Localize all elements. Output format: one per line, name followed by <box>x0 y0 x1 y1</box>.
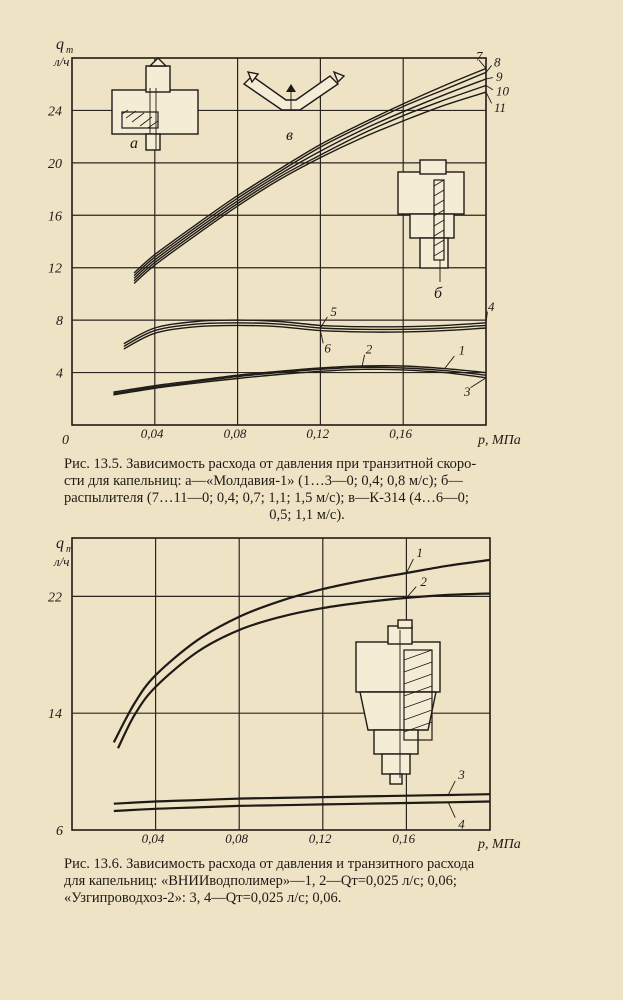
tick-labels <box>48 104 412 441</box>
y-axis-label-subscript: т <box>66 45 74 56</box>
x-tick-label: 0,12 <box>308 831 332 846</box>
series-label-11: 11 <box>494 100 507 116</box>
x-tick-label: 0,08 <box>225 831 248 846</box>
series-label-leader <box>445 356 455 369</box>
series-label-9: 9 <box>496 68 503 84</box>
figure-13-5-caption <box>64 456 550 524</box>
series-label-1: 1 <box>458 342 466 358</box>
inset-sketch-v <box>244 72 344 144</box>
series-label-3: 3 <box>458 766 465 782</box>
series-label-5: 5 <box>330 304 337 320</box>
series-label-8: 8 <box>494 54 501 70</box>
y-tick-label: 12 <box>48 261 62 277</box>
caption-line: для капельниц: «ВНИИводполимер»—1, 2—Qт=0,025 л/с; 0,06; <box>64 873 457 889</box>
tick-labels <box>48 590 416 846</box>
x-axis-label: p, МПа <box>478 433 521 448</box>
caption-line: распылителя (7…11—0; 0,4; 0,7; 1,1; 1,5 м/с); в—К-314 (4…6—0; <box>64 490 469 506</box>
y-tick-label: 14 <box>48 707 62 723</box>
figure-13-6-caption <box>64 856 550 907</box>
y-tick-label: 8 <box>56 314 63 330</box>
series-label-10: 10 <box>496 83 509 99</box>
series-line-4 <box>114 802 490 812</box>
series-label-leader <box>486 78 493 79</box>
series-label-leader <box>448 802 455 817</box>
caption-line: Рис. 13.6. Зависимость расхода от давления и транзитного расхода <box>64 856 475 872</box>
series-label-6: 6 <box>324 340 331 356</box>
series-label-leader <box>486 65 492 72</box>
y-tick-label: 6 <box>56 824 63 839</box>
series-label-7: 7 <box>476 48 483 64</box>
inset-label-a: а <box>130 135 138 152</box>
series-label-1: 1 <box>416 545 423 561</box>
series-label-4: 4 <box>488 298 495 314</box>
series-label-leader <box>486 92 492 103</box>
series-label-leader <box>471 378 486 388</box>
caption-line: сти для капельниц: а—«Молдавия-1» (1…3—0; 0,4; 0,8 м/с); б— <box>64 473 463 489</box>
inset-sketch-dripper <box>356 620 440 784</box>
series-label-3: 3 <box>464 383 471 399</box>
series-label-leader <box>486 86 493 90</box>
inset-sketch-a <box>112 58 198 152</box>
y-tick-label: 22 <box>48 590 62 606</box>
x-tick-label: 0,08 <box>223 426 247 441</box>
y-axis-label: q <box>56 535 64 552</box>
x-axis-label: p, МПа <box>478 837 521 852</box>
y-tick-label: 20 <box>48 156 62 172</box>
origin-label: 0 <box>62 433 69 448</box>
series-label-leader <box>448 781 455 795</box>
y-tick-label: 24 <box>48 104 62 120</box>
series-line-4 <box>124 320 486 344</box>
chart-13-6 <box>0 530 623 856</box>
caption-line: «Узгипроводхоз-2»: 3, 4—Qт=0,025 л/с; 0,06. <box>64 890 342 906</box>
y-axis-unit: л/ч <box>54 554 70 569</box>
x-tick-label: 0,16 <box>392 831 416 846</box>
x-tick-label: 0,16 <box>389 426 412 441</box>
y-axis-unit: л/ч <box>54 54 70 69</box>
y-tick-label: 16 <box>48 209 62 225</box>
series-label-2: 2 <box>365 341 373 357</box>
inset-label-v: в <box>286 127 293 144</box>
x-tick-label: 0,04 <box>141 831 165 846</box>
caption-line: 0,5; 1,1 м/с). <box>269 507 345 523</box>
figure-13-6 <box>0 530 623 906</box>
y-axis-label-subscript: т <box>66 544 74 555</box>
caption-line: Рис. 13.5. Зависимость расхода от давления при транзитной скоро- <box>64 456 477 472</box>
x-tick-label: 0,12 <box>306 426 330 441</box>
y-axis-label: q <box>56 36 64 53</box>
inset-label-b: б <box>434 285 443 302</box>
inset-sketch-b <box>398 160 464 302</box>
series-label-2: 2 <box>420 573 427 589</box>
chart-13-5 <box>0 0 623 456</box>
x-tick-label: 0,04 <box>140 426 164 441</box>
series-label-4: 4 <box>458 816 465 832</box>
y-tick-label: 4 <box>56 366 63 382</box>
